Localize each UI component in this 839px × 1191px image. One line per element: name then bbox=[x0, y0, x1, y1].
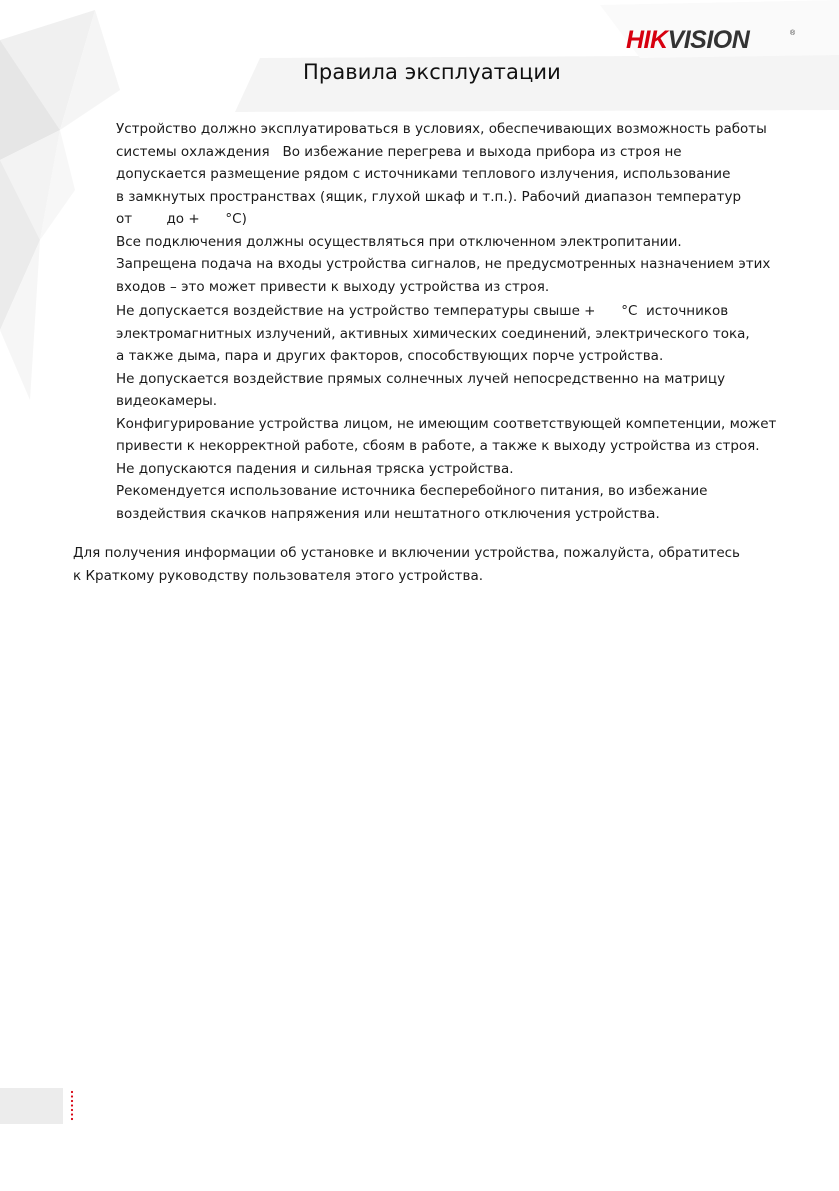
svg-text:HIKVISION: HIKVISION bbox=[626, 26, 750, 52]
page-title: Правила эксплуатации bbox=[303, 60, 561, 84]
svg-text:®: ® bbox=[790, 30, 796, 37]
rule-line: допускается размещение рядом с источниками теплового излучения, использование bbox=[116, 166, 731, 182]
rule-line: Не допускается воздействие прямых солнечных лучей непосредственно на матрицу bbox=[116, 370, 726, 387]
rule-line: Конфигурирование устройства лицом, не имеющим соответствующей компетенции, может bbox=[116, 415, 777, 432]
rule-line: воздействия скачков напряжения или нештатного отключения устройства. bbox=[116, 505, 660, 522]
rule-line: Запрещена подача на входы устройства сигналов, не предусмотренных назначением этих bbox=[116, 256, 771, 272]
rules-list bbox=[116, 118, 816, 525]
rule-line: в замкнутых пространствах (ящик, глухой шкаф и т.п.). Рабочий диапазон температур bbox=[116, 188, 742, 205]
rule-line: а также дыма, пара и других факторов, способствующих порче устройства. bbox=[116, 348, 664, 364]
rule-line: от до + °C) bbox=[116, 211, 247, 227]
rule-line: привести к некорректной работе, сбоям в работе, а также к выходу устройства из строя. bbox=[116, 438, 760, 454]
rule-line: Не допускается воздействие на устройство температуры свыше + °C источников bbox=[116, 303, 729, 319]
note-line: Для получения информации об установке и включении устройства, пожалуйста, обратитесь bbox=[73, 545, 741, 561]
rule-line: Все подключения должны осуществляться при отключенном электропитании. bbox=[116, 233, 682, 250]
rule-line: Устройство должно эксплуатироваться в условиях, обеспечивающих возможность работы bbox=[116, 121, 767, 137]
note-line: к Краткому руководству пользователя этого устройства. bbox=[73, 568, 484, 584]
rule-line: системы охлаждения Во избежание перегрева и выхода прибора из строя не bbox=[116, 143, 682, 160]
rule-line: Рекомендуется использование источника бесперебойного питания, во избежание bbox=[116, 483, 708, 499]
installation-reference-note bbox=[73, 542, 813, 588]
hikvision-logo bbox=[626, 26, 798, 52]
rule-line: электромагнитных излучений, активных химических соединений, электрического тока, bbox=[116, 325, 750, 342]
rule-line: видеокамеры. bbox=[116, 393, 218, 409]
rule-line: Не допускаются падения и сильная тряска устройства. bbox=[116, 460, 514, 477]
rule-line: входов – это может привести к выходу устройства из строя. bbox=[116, 278, 550, 295]
page-number-tab bbox=[0, 1088, 63, 1124]
page-dots-decoration bbox=[70, 1090, 74, 1122]
